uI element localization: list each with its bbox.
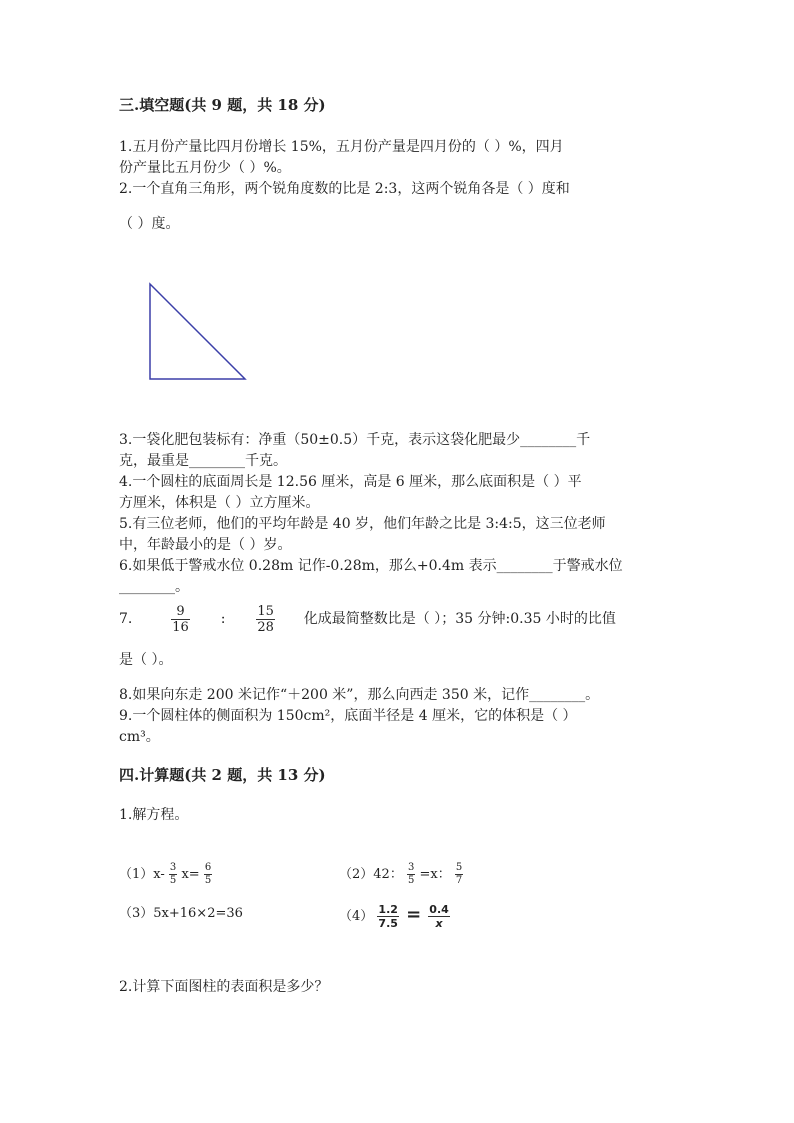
equation-2 <box>339 860 463 890</box>
eq1-fraction-1 <box>169 863 177 886</box>
q7-line1 <box>119 604 616 634</box>
q7-frac2-num: 15 <box>257 603 274 619</box>
equation-1 <box>119 860 212 890</box>
q7-prefix: 7. <box>119 611 133 627</box>
equation-3: （3）5x+16×2=36 <box>119 906 243 921</box>
eq2-fraction-2 <box>455 863 463 886</box>
eq1-f1-den: 5 <box>169 875 177 886</box>
eq4-f1-den: 7.5 <box>378 917 398 930</box>
q7-fraction-1 <box>171 605 190 634</box>
eq4-f1-num: 1.2 <box>378 903 398 916</box>
q1-line2: 份产量比五月份少（ ）%。 <box>119 160 291 176</box>
eq1-part-a: （1）x- <box>119 867 165 882</box>
q7-text: 化成最简整数比是（ ）；35 分钟:0.35 小时的比值 <box>303 611 616 627</box>
q7-fraction-2 <box>256 605 275 634</box>
eq2-fraction-1 <box>407 863 415 886</box>
q7-colon: : <box>220 611 226 627</box>
right-triangle-figure <box>144 278 254 388</box>
q7-frac1-den: 16 <box>172 619 189 635</box>
q9-line2: cm³。 <box>119 729 160 745</box>
q4-line2: 方厘米，体积是（ ）立方厘米。 <box>119 495 320 511</box>
section4-heading: 四.计算题(共 2 题，共 13 分) <box>119 766 326 784</box>
eq2-part-b: =x： <box>419 867 451 882</box>
q3-line2: 克，最重是________千克。 <box>119 453 287 469</box>
q2-line1: 2.一个直角三角形，两个锐角度数的比是 2:3，这两个锐角各是（ ）度和 <box>119 181 570 197</box>
q9-line1: 9.一个圆柱体的侧面积为 150cm²，底面半径是 4 厘米，它的体积是（ ） <box>119 708 577 724</box>
eq1-f2-num: 6 <box>204 862 212 873</box>
q7-line2: 是（ ）。 <box>119 652 173 668</box>
q7-frac1-num: 9 <box>171 605 190 620</box>
q3-line1: 3.一袋化肥包装标有：净重（50±0.5）千克，表示这袋化肥最少________千 <box>119 432 591 448</box>
eq2-f2-num: 5 <box>455 862 463 873</box>
q6-line1: 6.如果低于警戒水位 0.28m 记作-0.28m，那么+0.4m 表示________于警戒水位 <box>119 558 623 574</box>
eq1-f1-num: 3 <box>169 862 177 873</box>
q4-line1: 4.一个圆柱的底面周长是 12.56 厘米，高是 6 厘米，那么底面积是（ ）平 <box>119 474 582 490</box>
q2-line2: （ ）度。 <box>119 216 180 232</box>
equation-4 <box>339 898 450 934</box>
eq4-f2-den: x <box>435 917 443 930</box>
q5-line2: 中，年龄最小的是（ ）岁。 <box>119 537 292 553</box>
q8-line: 8.如果向东走 200 米记作“＋200 米”，那么向西走 350 米，记作________。 <box>119 687 600 703</box>
section3-heading: 三.填空题(共 9 题，共 18 分) <box>119 96 326 114</box>
eq4-part-a: （4） <box>339 909 374 924</box>
q6-line2: ________。 <box>119 579 189 595</box>
q7-frac2-den: 28 <box>257 619 274 635</box>
q5-line1: 5.有三位老师，他们的平均年龄是 40 岁，他们年龄之比是 3:4:5，这三位老师 <box>119 516 606 532</box>
eq4-f2-num: 0.4 <box>429 903 449 916</box>
q1-line1: 1.五月份产量比四月份增长 15%，五月份产量是四月份的（ ）%，四月 <box>119 139 564 155</box>
eq1-part-b: x= <box>181 867 200 882</box>
eq1-fraction-2 <box>204 863 212 886</box>
eq4-equals: = <box>406 904 422 925</box>
eq2-f1-den: 5 <box>407 875 415 886</box>
calc-q2: 2.计算下面图柱的表面积是多少？ <box>119 979 329 995</box>
eq4-fraction-2 <box>428 904 450 929</box>
eq2-f1-num: 3 <box>407 862 415 873</box>
eq2-f2-den: 7 <box>455 875 463 886</box>
eq1-f2-den: 5 <box>204 875 212 886</box>
eq4-fraction-1 <box>377 904 399 929</box>
calc-q1: 1.解方程。 <box>119 807 189 823</box>
triangle-shape <box>150 284 245 379</box>
eq2-part-a: （2）42： <box>339 867 403 882</box>
